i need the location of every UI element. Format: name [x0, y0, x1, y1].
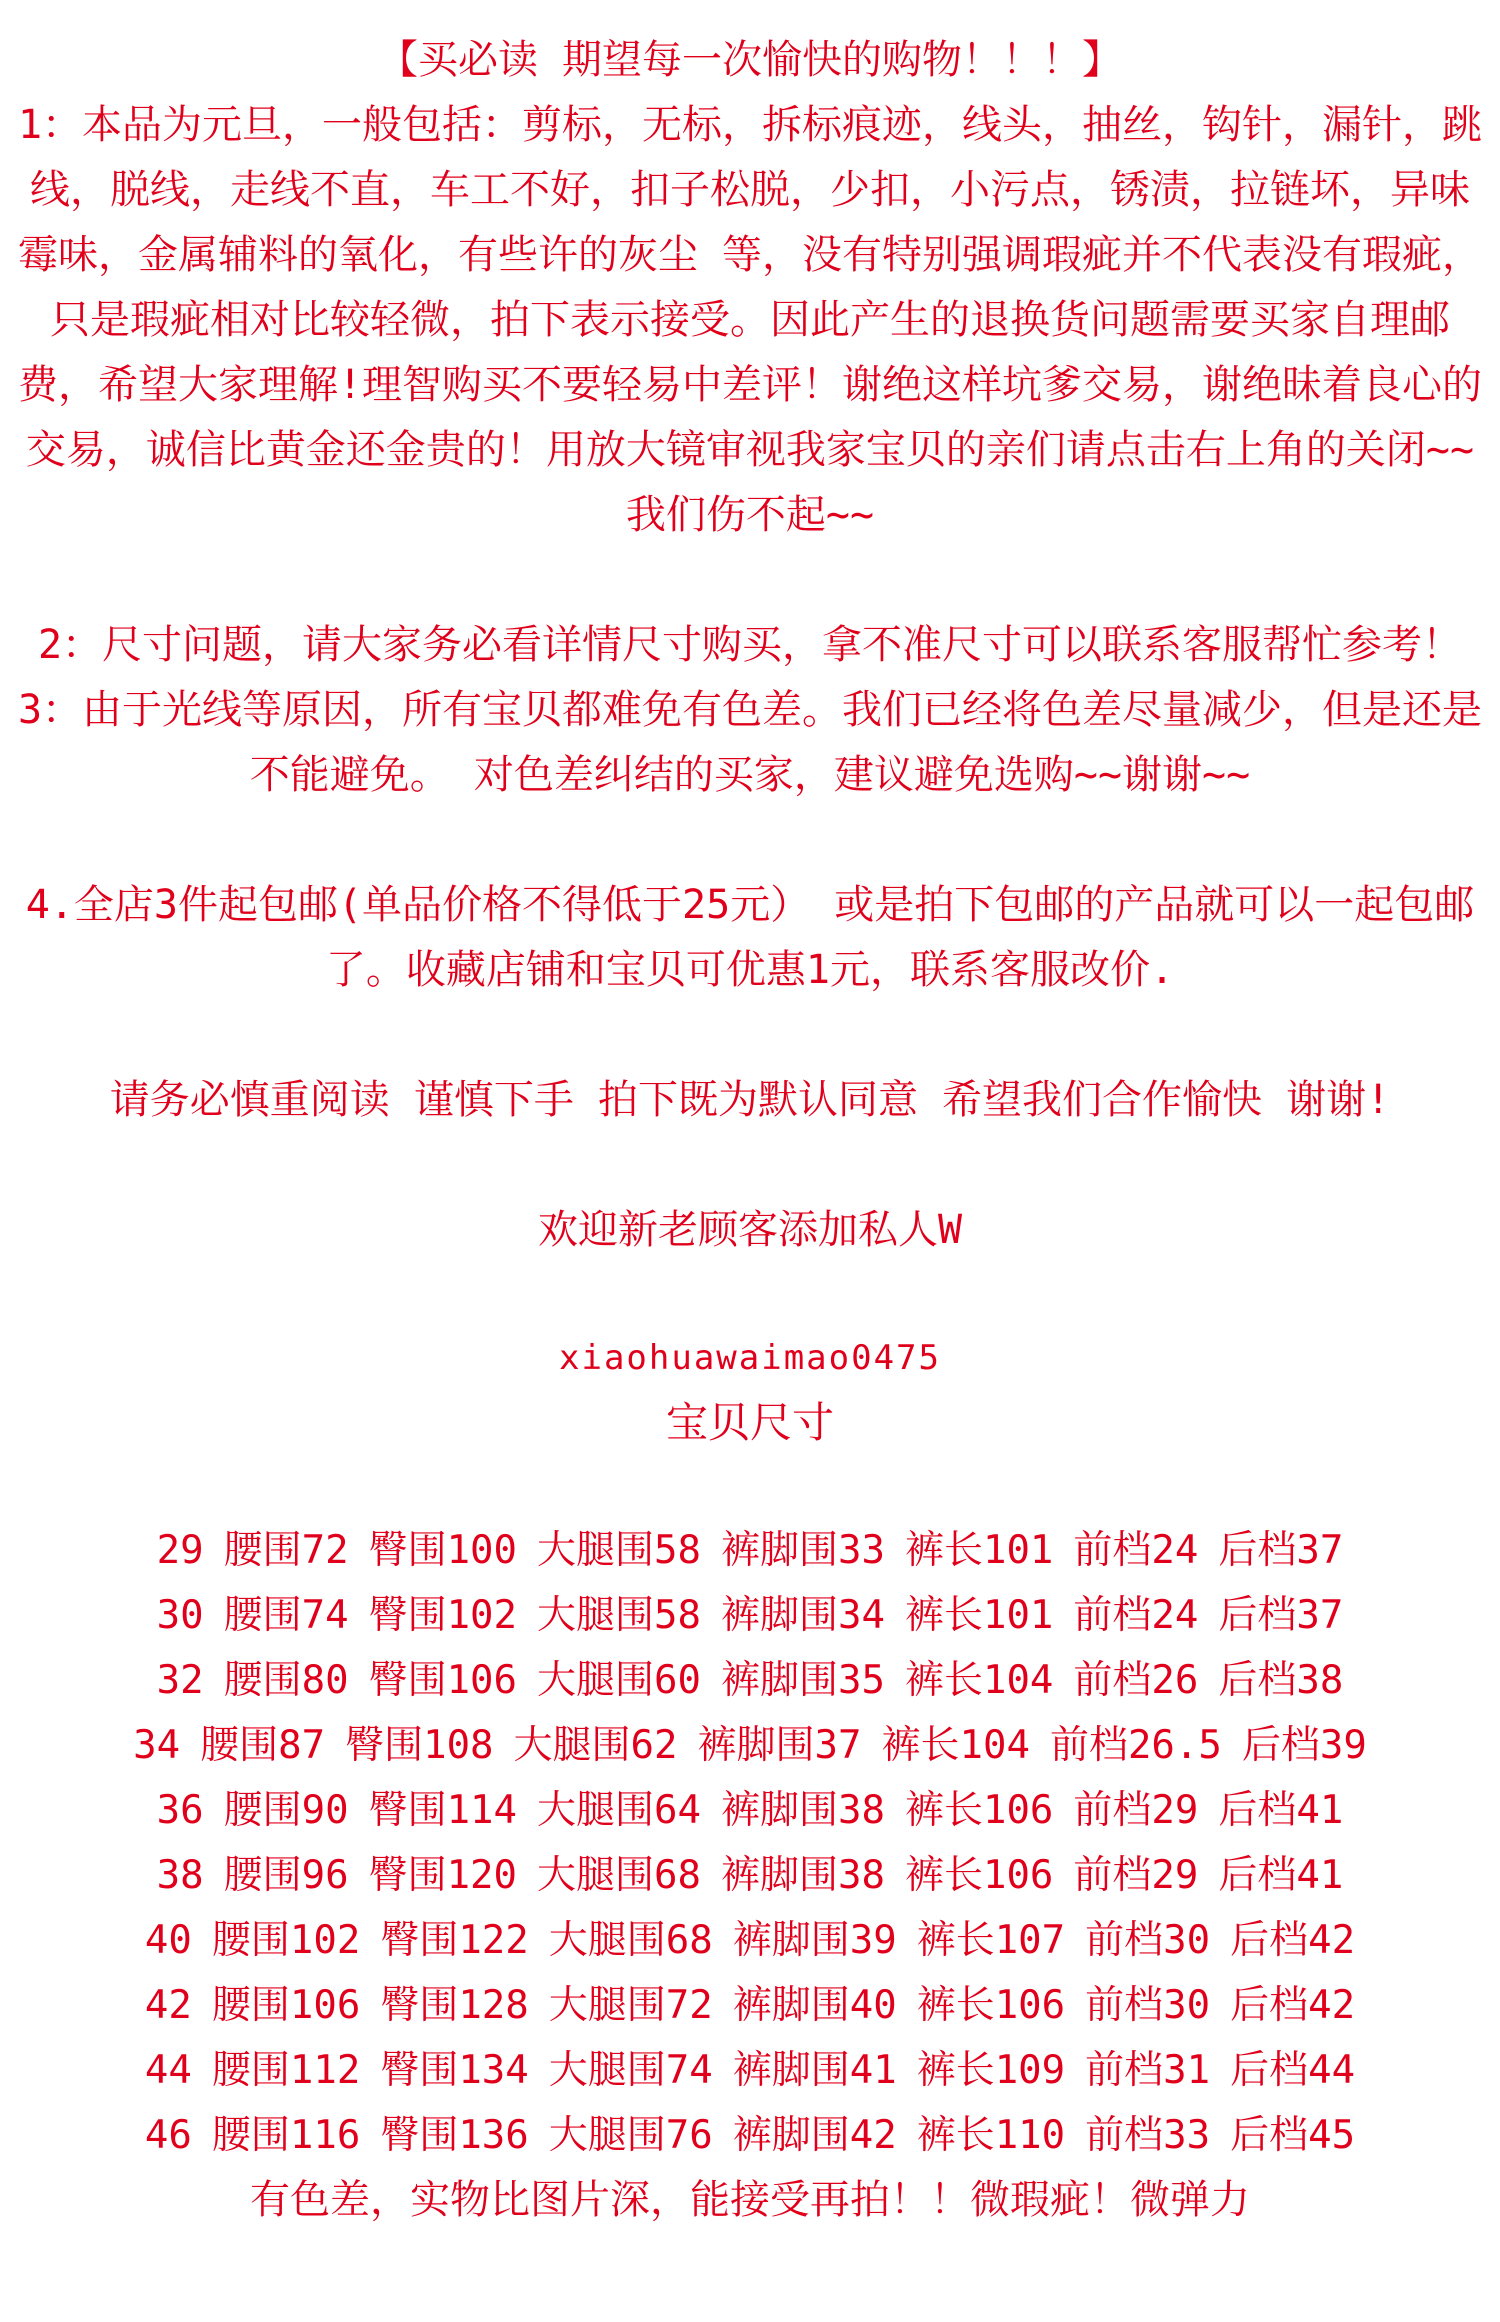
size-cell-size: 29 — [156, 1528, 204, 1573]
size-row — [16, 2103, 1484, 2168]
size-cell-front-rise: 前档29 — [1073, 1788, 1199, 1833]
size-row — [16, 1583, 1484, 1648]
size-row — [16, 2038, 1484, 2103]
size-row — [16, 1518, 1484, 1583]
spacer — [16, 808, 1484, 873]
spacer — [16, 1133, 1484, 1198]
size-cell-thigh: 大腿围68 — [537, 1853, 701, 1898]
size-cell-length: 裤长106 — [916, 1983, 1066, 2028]
size-cell-hip: 臀围120 — [368, 1853, 518, 1898]
size-cell-waist: 腰围90 — [223, 1788, 349, 1833]
size-cell-size: 38 — [156, 1853, 204, 1898]
size-cell-hem: 裤脚围37 — [697, 1723, 862, 1768]
spacer — [16, 1263, 1484, 1328]
size-cell-waist: 腰围87 — [200, 1723, 326, 1768]
size-cell-front-rise: 前档26.5 — [1049, 1723, 1222, 1768]
contact-line: 欢迎新老顾客添加私人W — [537, 1207, 963, 1253]
size-cell-back-rise: 后档41 — [1218, 1788, 1344, 1833]
size-cell-waist: 腰围106 — [211, 1983, 361, 2028]
size-cell-waist: 腰围80 — [223, 1658, 349, 1703]
size-row — [16, 1908, 1484, 1973]
size-cell-length: 裤长106 — [904, 1853, 1054, 1898]
size-cell-hem: 裤脚围35 — [721, 1658, 885, 1703]
size-cell-size: 42 — [144, 1983, 192, 2028]
size-cell-size: 32 — [156, 1658, 204, 1703]
size-heading: 宝贝尺寸 — [665, 1398, 834, 1447]
size-cell-length: 裤长107 — [916, 1918, 1066, 1963]
size-cell-size: 46 — [144, 2113, 192, 2158]
notice-item-3: 3：由于光线等原因，所有宝贝都难免有色差。我们已经将色差尽量减少，但是还是不能避免。 对色差纠结的买家，建议避免选购~~谢谢~~ — [17, 687, 1483, 798]
size-cell-length: 裤长101 — [904, 1528, 1054, 1573]
size-cell-back-rise: 后档45 — [1230, 2113, 1356, 2158]
size-cell-hip: 臀围102 — [368, 1593, 518, 1638]
size-cell-front-rise: 前档31 — [1085, 2048, 1211, 2093]
size-cell-hip: 臀围122 — [380, 1918, 529, 1963]
size-row — [16, 1713, 1484, 1778]
size-cell-back-rise: 后档41 — [1218, 1853, 1344, 1898]
size-cell-size: 30 — [156, 1593, 204, 1638]
size-cell-back-rise: 后档39 — [1241, 1723, 1367, 1768]
spacer — [16, 548, 1484, 613]
size-cell-back-rise: 后档42 — [1230, 1918, 1356, 1963]
size-cell-hem: 裤脚围39 — [732, 1918, 897, 1963]
size-cell-hem: 裤脚围42 — [732, 2113, 897, 2158]
footer-note: 有色差，实物比图片深，能接受再拍！！微瑕疵！微弹力 — [250, 2177, 1250, 2223]
size-cell-hem: 裤脚围33 — [721, 1528, 885, 1573]
size-cell-length: 裤长104 — [881, 1723, 1030, 1768]
size-cell-thigh: 大腿围68 — [548, 1918, 713, 1963]
size-cell-back-rise: 后档37 — [1218, 1528, 1344, 1573]
size-cell-thigh: 大腿围74 — [548, 2048, 713, 2093]
size-cell-length: 裤长106 — [904, 1788, 1054, 1833]
size-cell-waist: 腰围74 — [223, 1593, 349, 1638]
size-cell-thigh: 大腿围72 — [548, 1983, 713, 2028]
size-cell-hip: 臀围100 — [368, 1528, 518, 1573]
size-cell-front-rise: 前档24 — [1073, 1528, 1199, 1573]
size-cell-hem: 裤脚围38 — [721, 1788, 885, 1833]
size-cell-waist: 腰围72 — [223, 1528, 349, 1573]
size-cell-front-rise: 前档30 — [1085, 1918, 1211, 1963]
size-row — [16, 1778, 1484, 1843]
size-cell-front-rise: 前档30 — [1085, 1983, 1211, 2028]
size-cell-thigh: 大腿围58 — [537, 1528, 701, 1573]
size-row — [16, 1843, 1484, 1908]
size-cell-back-rise: 后档38 — [1218, 1658, 1344, 1703]
size-cell-waist: 腰围96 — [223, 1853, 349, 1898]
size-cell-length: 裤长101 — [904, 1593, 1054, 1638]
size-cell-waist: 腰围102 — [211, 1918, 361, 1963]
size-cell-hem: 裤脚围41 — [732, 2048, 897, 2093]
size-cell-hip: 臀围128 — [380, 1983, 529, 2028]
size-cell-size: 36 — [156, 1788, 204, 1833]
size-cell-thigh: 大腿围58 — [537, 1593, 701, 1638]
size-row — [16, 1648, 1484, 1713]
size-cell-waist: 腰围112 — [211, 2048, 361, 2093]
size-cell-size: 34 — [133, 1723, 181, 1768]
size-row — [16, 1973, 1484, 2038]
size-cell-hip: 臀围136 — [380, 2113, 529, 2158]
size-cell-hem: 裤脚围38 — [721, 1853, 885, 1898]
notice-reminder: 请务必慎重阅读 谨慎下手 拍下既为默认同意 希望我们合作愉快 谢谢! — [109, 1077, 1391, 1123]
size-cell-front-rise: 前档26 — [1073, 1658, 1199, 1703]
size-cell-thigh: 大腿围60 — [537, 1658, 701, 1703]
size-cell-thigh: 大腿围64 — [537, 1788, 701, 1833]
size-cell-waist: 腰围116 — [211, 2113, 361, 2158]
size-cell-length: 裤长109 — [916, 2048, 1066, 2093]
size-cell-front-rise: 前档24 — [1073, 1593, 1199, 1638]
notice-title: 【买必读 期望每一次愉快的购物！！！】 — [377, 37, 1123, 83]
size-cell-size: 44 — [144, 2048, 192, 2093]
size-cell-hem: 裤脚围40 — [732, 1983, 897, 2028]
size-cell-front-rise: 前档29 — [1073, 1853, 1199, 1898]
size-cell-thigh: 大腿围76 — [548, 2113, 713, 2158]
size-cell-hem: 裤脚围34 — [721, 1593, 885, 1638]
size-cell-hip: 臀围106 — [368, 1658, 518, 1703]
size-cell-hip: 臀围134 — [380, 2048, 529, 2093]
size-cell-front-rise: 前档33 — [1085, 2113, 1211, 2158]
size-cell-thigh: 大腿围62 — [513, 1723, 678, 1768]
size-cell-back-rise: 后档44 — [1230, 2048, 1356, 2093]
size-cell-size: 40 — [144, 1918, 192, 1963]
size-cell-hip: 臀围114 — [368, 1788, 518, 1833]
spacer — [16, 1003, 1484, 1068]
size-table — [16, 1518, 1484, 2168]
notice-item-4: 4.全店3件起包邮(单品价格不得低于25元） 或是拍下包邮的产品就可以一起包邮了。收藏店铺和宝贝可优惠1元，联系客服改价. — [25, 882, 1475, 993]
wechat-id: xiaohuawaimao0475 — [559, 1338, 941, 1378]
notice-item-1: 1：本品为元旦，一般包括：剪标，无标，拆标痕迹，线头，抽丝，钩针，漏针，跳线，脱线，走线不直，车工不好，扣子松脱，少扣，小污点，锈渍，拉链坏，异味霉味，金属辅料的氧化，有些许的灰尘 等，没有特别强调瑕疵并不代表没有瑕疵，只是瑕疵相对比较轻微，拍下表示接受。因此产生的退换货问题需要买家自理邮费，希望大家理解!理智购买不要轻易中差评！谢绝这样坑爹交易，谢绝昧着良心的交易，诚信比黄金还金贵的！用放大镜审视我家宝贝的亲们请点击右上角的关闭~~我们伤不起~~ — [17, 102, 1483, 538]
notice-item-2: 2：尺寸问题，请大家务必看详情尺寸购买，拿不准尺寸可以联系客服帮忙参考！ — [37, 622, 1463, 668]
size-cell-back-rise: 后档42 — [1230, 1983, 1356, 2028]
size-cell-hip: 臀围108 — [345, 1723, 494, 1768]
size-cell-back-rise: 后档37 — [1218, 1593, 1344, 1638]
size-cell-length: 裤长110 — [916, 2113, 1066, 2158]
size-cell-length: 裤长104 — [904, 1658, 1054, 1703]
